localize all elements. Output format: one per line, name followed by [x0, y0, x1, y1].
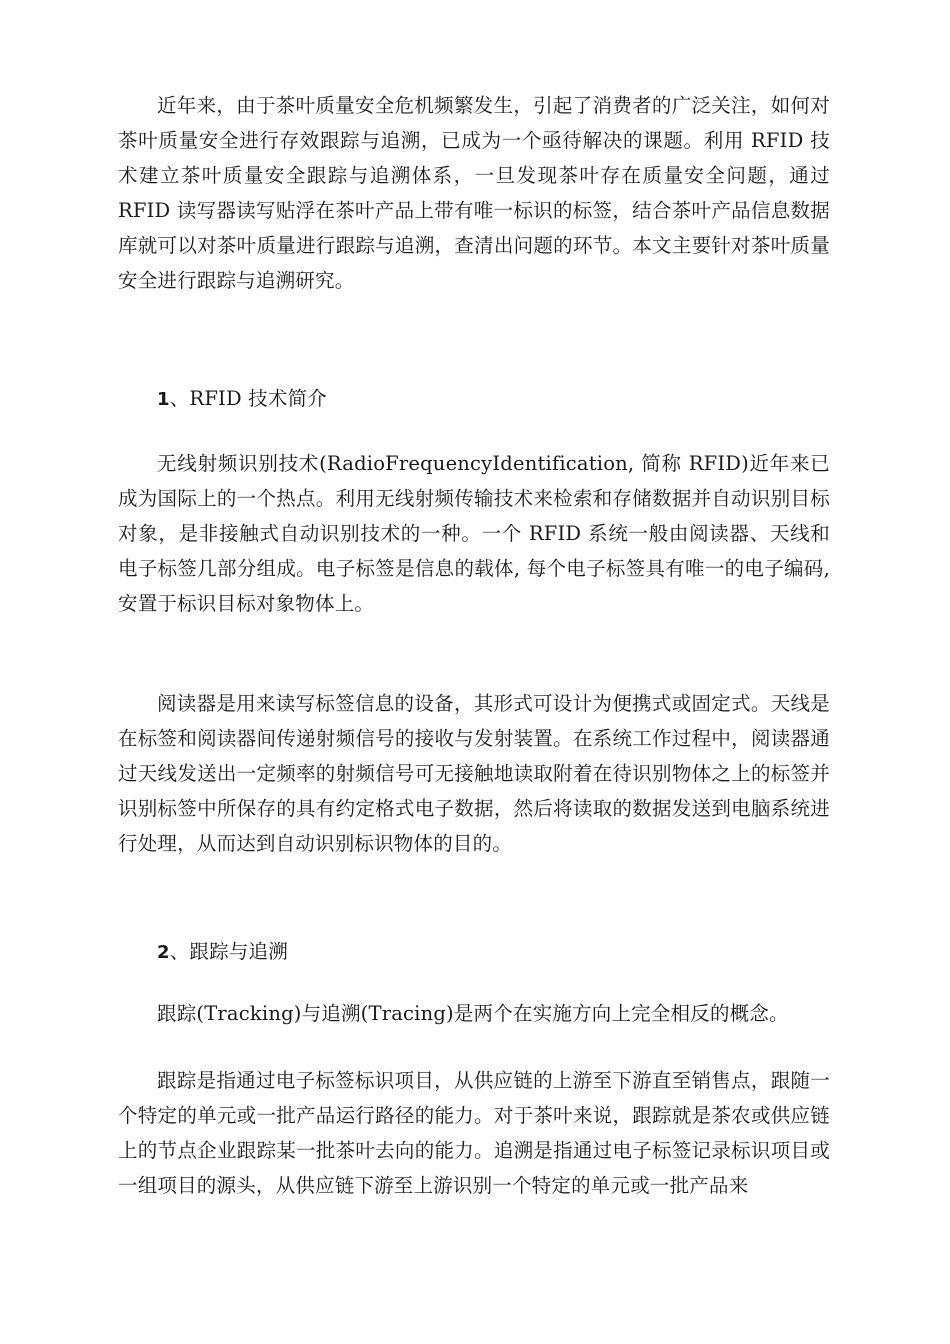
rfid-intro-paragraph: 无线射频识别技术(RadioFrequencyIdentification, 简称 RFID)近年来已成为国际上的一个热点。利用无线射频传输技术来检索和存储数据并自动识别目标对象，是非接触式自动识别技术的一种。一个 RFID 系统一般由阅读器、天线和电子标签几部分组成。电子标签是信息的载体, 每个电子标签具有唯一的电子编码, 安置于标识目标对象物体上。	[118, 452, 830, 615]
reader-paragraph: 阅读器是用来读写标签信息的设备，其形式可设计为便携式或固定式。天线是在标签和阅读器间传递射频信号的接收与发射装置。在系统工作过程中，阅读器通过天线发送出一定频率的射频信号可无接触地读取附着在待识别物体之上的标签并识别标签中所保存的具有约定格式电子数据，然后将读取的数据发送到电脑系统进行处理，从而达到自动识别标识物体的目的。	[118, 692, 830, 855]
section-heading-rfid	[118, 381, 830, 417]
section-number: 2	[157, 942, 170, 963]
intro-paragraph: 近年来，由于茶叶质量安全危机频繁发生，引起了消费者的广泛关注，如何对茶叶质量安全进行存效跟踪与追溯，已成为一个亟待解决的课题。利用 RFID 技术建立茶叶质量安全跟踪与追溯体系，一旦发现茶叶存在质量安全问题，通过 RFID 读写器读写贴浮在茶叶产品上带有唯一标识的标签，结合茶叶产品信息数据库就可以对茶叶质量进行跟踪与追溯，查清出问题的环节。本文主要针对茶叶质量安全进行跟踪与追溯研究。	[118, 94, 830, 292]
section-title: 、跟踪与追溯	[169, 940, 288, 963]
tracking-detail-paragraph: 跟踪是指通过电子标签标识项目，从供应链的上游至下游直至销售点，跟随一个特定的单元或一批产品运行路径的能力。对于茶叶来说，跟踪就是茶农或供应链上的节点企业跟踪某一批茶叶去向的能力。追溯是指通过电子标签记录标识项目或一组项目的源头，从供应链下游至上游识别一个特定的单元或一批产品来	[118, 1069, 830, 1197]
section-title: 、RFID 技术简介	[169, 387, 327, 410]
section-number: 1	[157, 389, 170, 410]
section-heading-tracking	[118, 934, 830, 970]
tracking-definition-paragraph: 跟踪(Tracking)与追溯(Tracing)是两个在实施方向上完全相反的概念。	[157, 1002, 789, 1025]
